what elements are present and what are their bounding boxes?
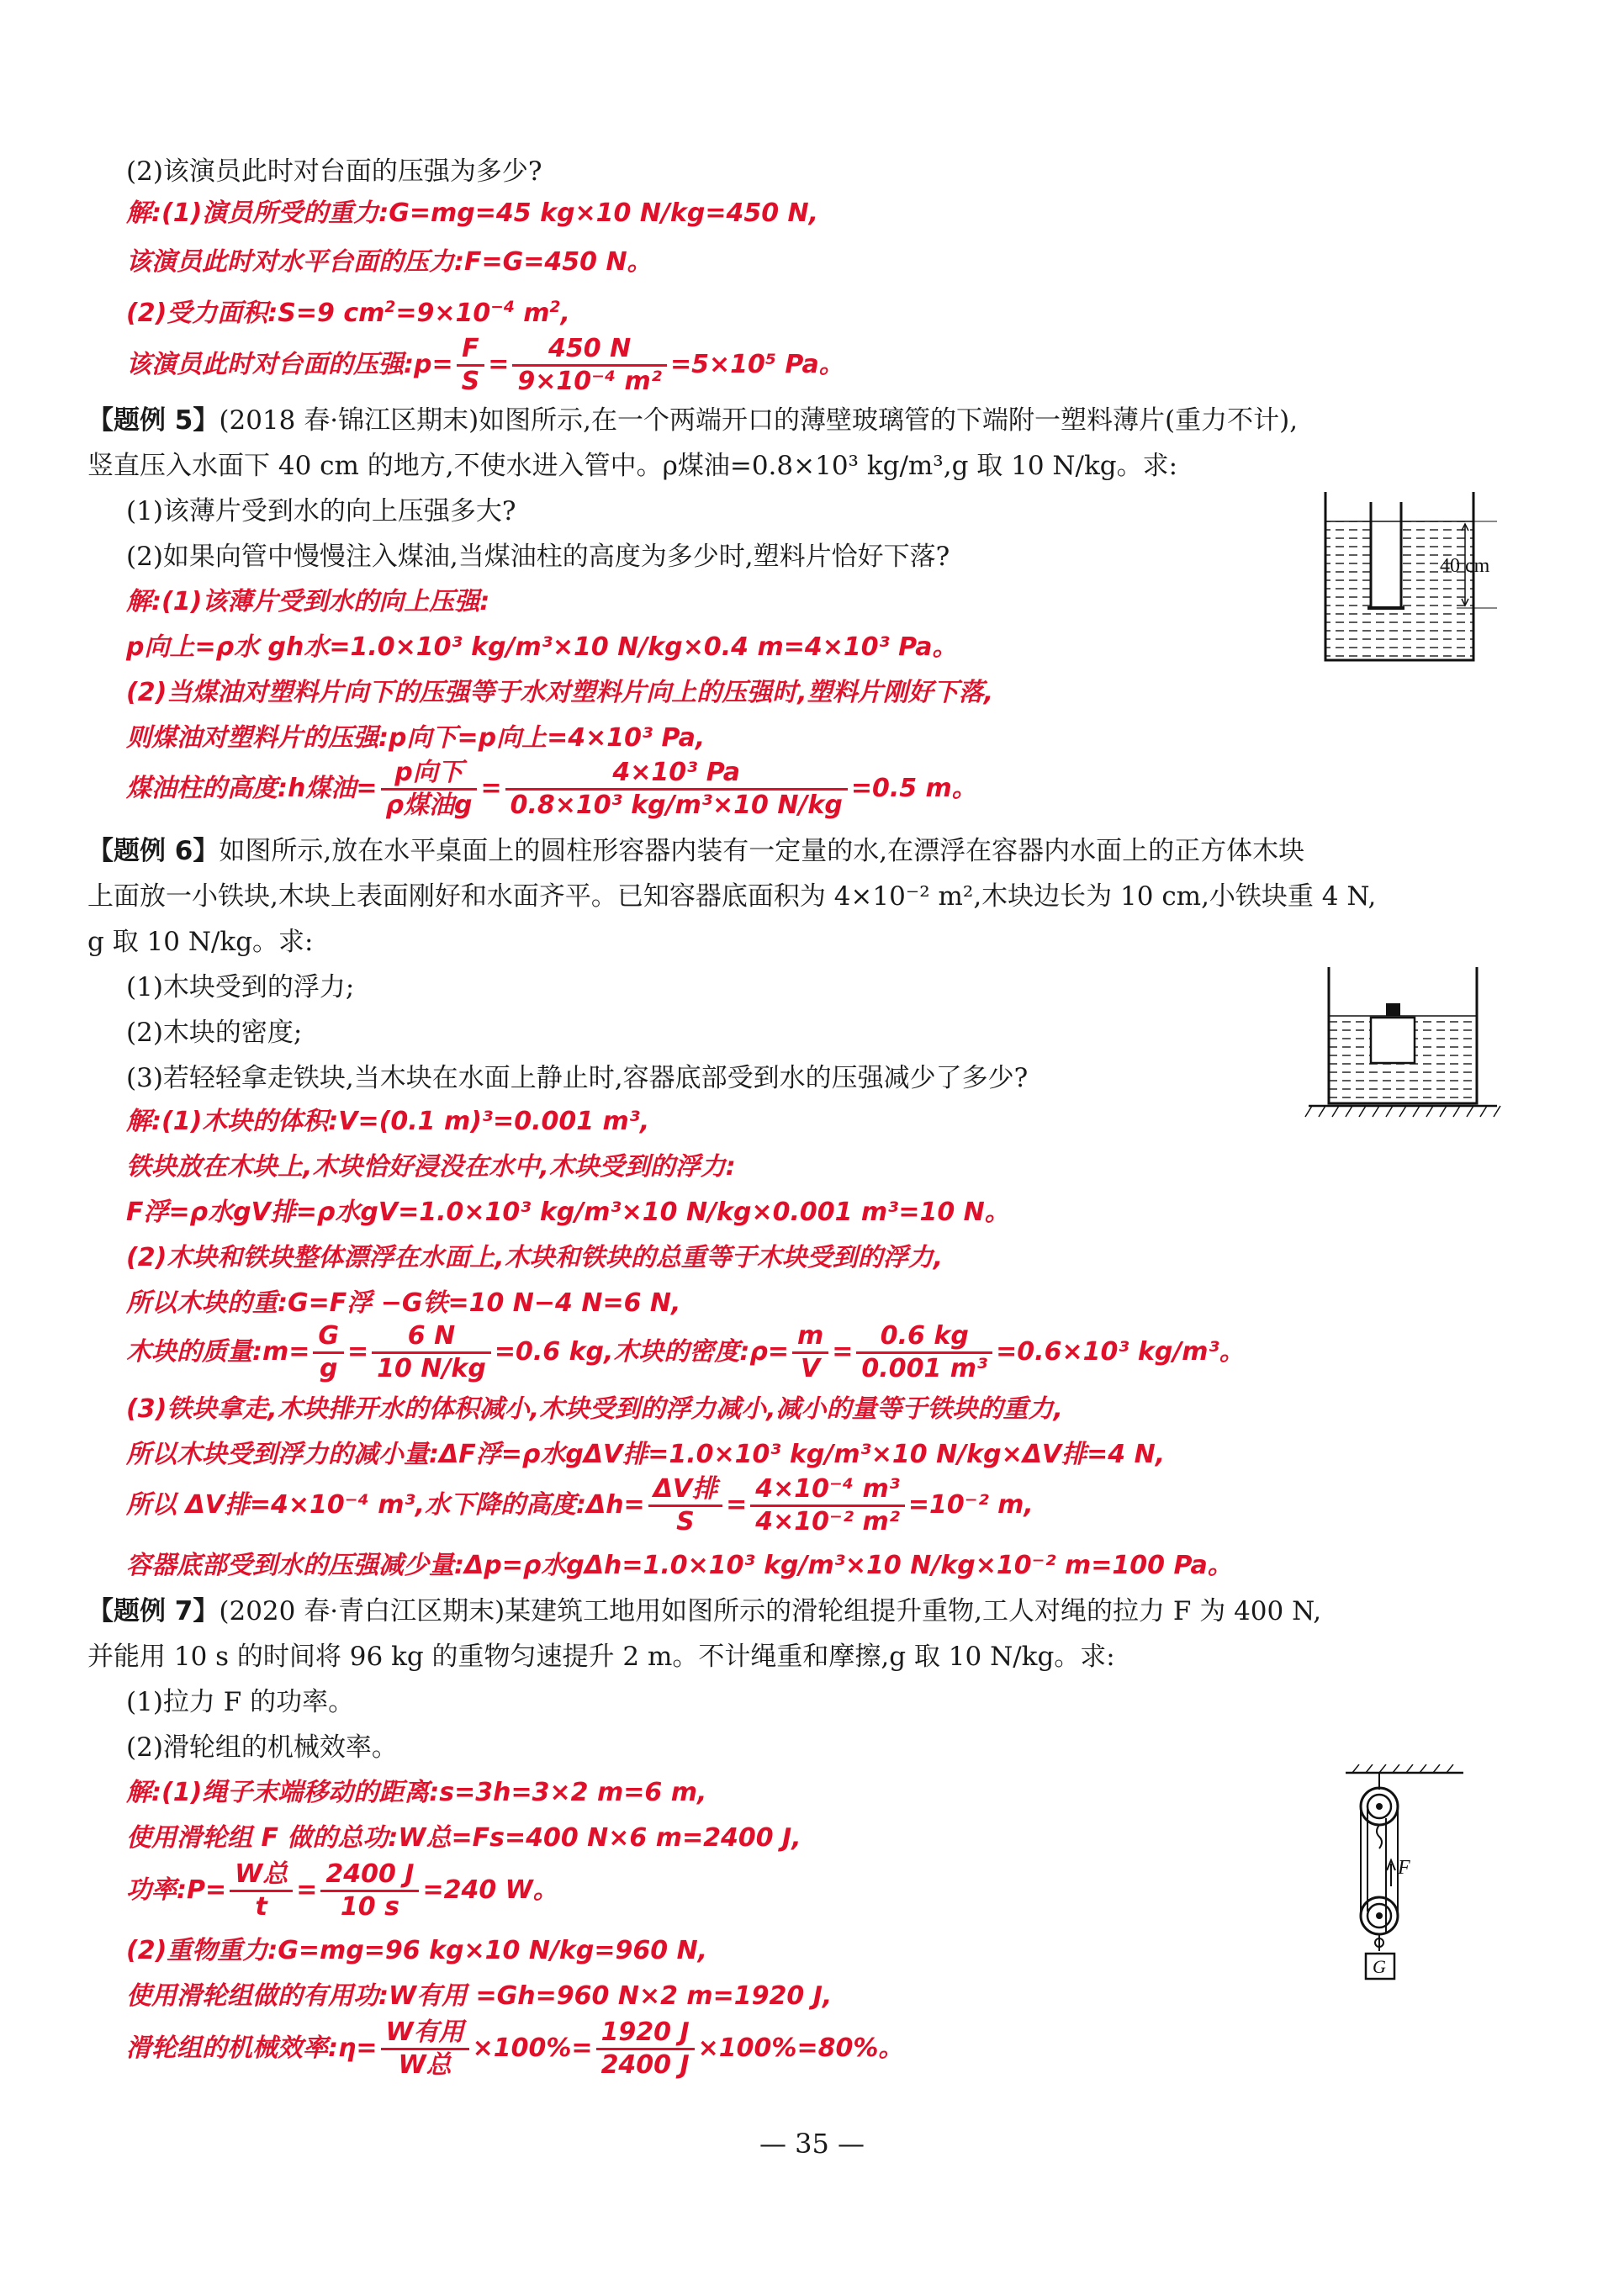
question-7-line: 【题例 7】(2020 春·青白江区期末)某建筑工地用如图所示的滑轮组提升重物,工人对绳的拉力 F 为 400 N,: [87, 1596, 1322, 1626]
question-6-line: g 取 10 N/kg。求:: [87, 927, 314, 957]
question-7-line: (2)滑轮组的机械效率。: [126, 1732, 398, 1763]
solution-line: 解:(1)绳子末端移动的距离:s=3h=3×2 m=6 m,: [126, 1778, 707, 1807]
question-6-line: (1)木块受到的浮力;: [126, 972, 355, 1002]
solution-line: (2)当煤油对塑料片向下的压强等于水对塑料片向上的压强时,塑料片刚好下落,: [126, 678, 994, 707]
question-6-line: 【题例 6】如图所示,放在水平桌面上的圆柱形容器内装有一定量的水,在漂浮在容器内水面上的正方体木块: [87, 836, 1305, 866]
solution-line: 使用滑轮组做的有用功:W有用 =Gh=960 N×2 m=1920 J,: [126, 1981, 833, 2011]
figure-tube-in-water: [1322, 492, 1499, 664]
page-number: — 35 —: [759, 2128, 865, 2160]
question-5-line: (1)该薄片受到水的向上压强多大?: [126, 496, 516, 526]
solution-formula: 该演员此时对台面的压强:p= $\frac{F}{S}$ = $\frac{450 N}{\text{9×10⁻⁴ m²}}$ =5×10⁵ Pa。: [126, 334, 844, 396]
question-7-line: (1)拉力 F 的功率。: [126, 1687, 355, 1717]
figure-dimension-label: 40 cm: [1440, 555, 1490, 577]
figure-force-label: F: [1398, 1857, 1410, 1879]
solution-formula: 滑轮组的机械效率:η= $\frac{\text{W有用}}{\text{W总}}$ ×100%= $\frac{1920 J}{2400 J}$ ×100%=80%。: [126, 2018, 904, 2080]
solution-line: 容器底部受到水的压强减少量:Δp=ρ水gΔh=1.0×10³ kg/m³×10 N/kg×10⁻² m=100 Pa。: [126, 1551, 1233, 1580]
question-6-line: (2)木块的密度;: [126, 1018, 303, 1048]
solution-line: F浮=ρ水gV排=ρ水gV=1.0×10³ kg/m³×10 N/kg×0.001 m³=10 N。: [126, 1198, 1010, 1227]
figure-pulley-system: [1337, 1764, 1472, 2008]
solution-formula: 所以 ΔV排=4×10⁻⁴ m³,水下降的高度:Δh= $\frac{\text{ΔV排}}{S}$ = $\frac{\text{4×10⁻⁴ m³}}{\text{4×10⁻² m²}}$ =10⁻² m,: [126, 1474, 1034, 1536]
solution-line: 解:(1)该薄片受到水的向上压强:: [126, 587, 490, 616]
figure-weight-label: G: [1373, 1956, 1386, 1977]
solution-line: 解:(1)木块的体积:V=(0.1 m)³=0.001 m³,: [126, 1107, 650, 1136]
solution-line: (2)受力面积:S=9 $cm^2=9\times 10^{-4}$ $m^2$,: [126, 299, 570, 328]
figure-block-in-container: [1302, 967, 1504, 1123]
solution-line: 使用滑轮组 F 做的总功:W总=Fs=400 N×6 m=2400 J,: [126, 1823, 801, 1853]
solution-line: 铁块放在木块上,木块恰好浸没在水中,木块受到的浮力:: [126, 1152, 736, 1182]
question-7-line: 并能用 10 s 的时间将 96 kg 的重物匀速提升 2 m。不计绳重和摩擦,g 取 10 N/kg。求:: [87, 1642, 1115, 1672]
solution-line: 所以木块的重:G=F浮 −G铁=10 N−4 N=6 N,: [126, 1288, 681, 1318]
solution-line: 解:(1)演员所受的重力:G=mg=45 kg×10 N/kg=450 N,: [126, 198, 819, 228]
question-part-2: (2)该演员此时对台面的压强为多少?: [126, 156, 542, 187]
solution-line: 该演员此时对水平台面的压力:F=G=450 N。: [126, 247, 653, 277]
question-6-line: (3)若轻轻拿走铁块,当木块在水面上静止时,容器底部受到水的压强减少了多少?: [126, 1063, 1029, 1093]
solution-line: 所以木块受到浮力的减小量:ΔF浮=ρ水gΔV排=1.0×10³ kg/m³×10 N/kg×ΔV排=4 N,: [126, 1440, 1166, 1469]
question-5-line: (2)如果向管中慢慢注入煤油,当煤油柱的高度为多少时,塑料片恰好下落?: [126, 542, 950, 572]
solution-formula: 木块的质量:m= $\frac{G}{g}$ = $\frac{6 N}{10 N/kg}$ =0.6 kg,木块的密度:ρ= $\frac{m}{V}$ = $\frac{0.6 kg}{\text{0.001 m³}}$ =0.6×10³ kg/m³。: [126, 1321, 1245, 1383]
solution-line: (3)铁块拿走,木块排开水的体积减小,木块受到的浮力减小,减小的量等于铁块的重力,: [126, 1394, 1063, 1424]
solution-formula: 功率:P= $\frac{\text{W总}}{t}$ = $\frac{2400 J}{10 s}$ =240 W。: [126, 1859, 558, 1922]
solution-line: p向上=ρ水 gh水=1.0×10³ kg/m³×10 N/kg×0.4 m=4×10³ Pa。: [126, 632, 958, 662]
question-5-line: 【题例 5】(2018 春·锦江区期末)如图所示,在一个两端开口的薄壁玻璃管的下端附一塑料薄片(重力不计),: [87, 405, 1299, 436]
solution-line: (2)重物重力:G=mg=96 kg×10 N/kg=960 N,: [126, 1936, 708, 1965]
solution-line: (2)木块和铁块整体漂浮在水面上,木块和铁块的总重等于木块受到的浮力,: [126, 1243, 944, 1272]
solution-formula: 煤油柱的高度:h煤油= $\frac{\text{p向下}}{\text{ρ煤油g}}$ = $\frac{\text{4×10³ Pa}}{\text{0.8×10³ kg/m³×10 N/kg}}$ =0.5 m。: [126, 758, 977, 820]
question-5-line: 竖直压入水面下 40 cm 的地方,不使水进入管中。ρ煤油=0.8×10³ kg/m³,g 取 10 N/kg。求:: [87, 451, 1178, 481]
solution-line: 则煤油对塑料片的压强:p向下=p向上=4×10³ Pa,: [126, 723, 706, 753]
question-6-line: 上面放一小铁块,木块上表面刚好和水面齐平。已知容器底面积为 4×10⁻² m²,木块边长为 10 cm,小铁块重 4 N,: [87, 881, 1377, 912]
